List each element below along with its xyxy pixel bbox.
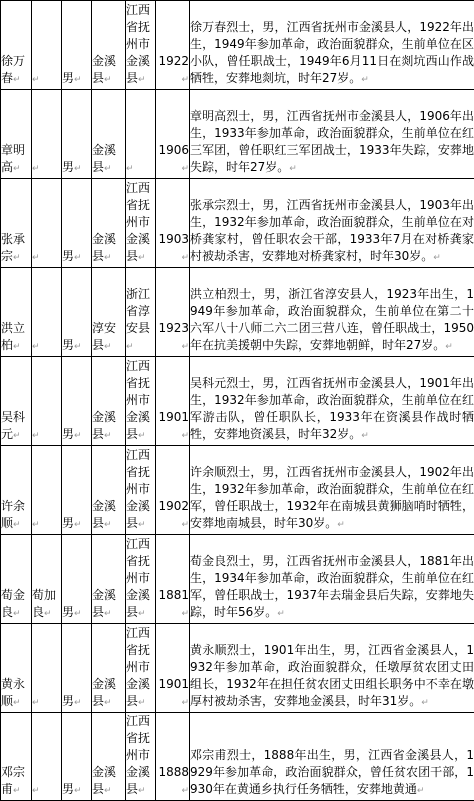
county-cell: 金溪县↵ (92, 446, 126, 535)
gender-cell: 男↵ (62, 624, 92, 713)
gender-text: 男 (62, 782, 74, 796)
birth-year-text: 1922 (158, 54, 189, 68)
county-cell: 金溪县↵ (92, 624, 126, 713)
origin-cell: 江西省抚州市金溪县↵ (126, 624, 156, 713)
alias-cell: ↵ (32, 357, 62, 446)
origin-cell: 江西省抚州市金溪县↵ (126, 535, 156, 624)
birth-year-text: 1881 (158, 588, 189, 602)
name-text: 徐万春 (1, 54, 25, 85)
origin-text: 江西省抚州市金溪县 (126, 626, 150, 708)
birth-year-cell: 1901↵ (156, 357, 190, 446)
table-row (1, 90, 474, 179)
alias-cell: ↵ (32, 446, 62, 535)
birth-year-cell: 1922↵ (156, 1, 190, 90)
gender-text: 男 (62, 605, 74, 619)
name-cell: 黄永顺↵ (1, 624, 32, 713)
alias-text: 荀加良 (32, 588, 56, 619)
county-cell: 金溪县↵ (92, 535, 126, 624)
origin-text: 江西省抚州市金溪县 (126, 714, 150, 796)
description-text: 荀金良烈士，男，江西省抚州市金溪县人，1881年出生，1934年参加革命，政治面貌群众，生前单位在红军，曾任职战士，1937年去瑞金县后失踪，安葬地失踪，时年56岁。 (190, 554, 474, 619)
county-cell: 金溪县↵ (92, 1, 126, 90)
description-cell: 洪立柏烈士，男，浙江省淳安县人，1923年出生，1949年参加革命，政治面貌群众，生前单位在第二十六军八十八师二六二团三营八连，曾任职战士，1950年在抗美援朝中失踪，安葬地朝鲜，时年27岁。↵ (190, 268, 474, 357)
description-text: 邓宗甫烈士，1888年出生，男，江西省金溪县人，1929年参加革命，政治面貌群众，曾任贫农团干部，1930年在黄通乡执行任务牺牲，安葬地黄通 (190, 748, 474, 796)
gender-cell: 男↵ (62, 268, 92, 357)
birth-year-text: 1903 (158, 232, 189, 246)
gender-cell: 男↵ (62, 179, 92, 268)
gender-cell: 男↵ (62, 1, 92, 90)
county-text: 金溪县 (92, 54, 116, 85)
county-cell: 金溪县↵ (92, 713, 126, 801)
gender-cell: 男↵ (62, 90, 92, 179)
description-cell: 许余顺烈士，男，江西省抚州市金溪县人，1902年出生，1932年参加革命，政治面貌群众，生前单位在红军，曾任职战士，1932年在南城县黄狮脑哨时牺牲，安葬地南城县，时年30岁。↵ (190, 446, 474, 535)
name-cell: 张承宗↵ (1, 179, 32, 268)
origin-cell: 浙江省淳安县↵ (126, 268, 156, 357)
birth-year-cell: 1923↵ (156, 268, 190, 357)
origin-cell: 江西省抚州市金溪县↵ (126, 446, 156, 535)
origin-cell: 江西省抚州市金溪县↵ (126, 357, 156, 446)
origin-cell: ↵ (126, 90, 156, 179)
birth-year-text: 1902 (158, 499, 189, 513)
description-cell: 徐万春烈士，男，江西省抚州市金溪县人，1922年出生，1949年参加革命，政治面貌群众，生前单位在区小队，曾任职战士，1949年6月11日在剡坑西山作战牺牲，安葬地剡坑，时年27岁。↵ (190, 1, 474, 90)
origin-text: 江西省抚州市金溪县 (126, 181, 150, 263)
alias-cell: ↵ (32, 624, 62, 713)
birth-year-text: 1901 (158, 677, 189, 691)
gender-text: 男 (62, 249, 74, 263)
description-text: 章明高烈士，男，江西省抚州市金溪县人，1906年出生，1933年参加革命，政治面貌群众，生前单位在红三军团，曾任职红三军团战士，1933年失踪，安葬地失踪，时年27岁。 (190, 109, 474, 174)
origin-cell: 江西省抚州市金溪县↵ (126, 1, 156, 90)
alias-cell: ↵ (32, 713, 62, 801)
alias-cell: ↵ (32, 90, 62, 179)
alias-cell: ↵ (32, 179, 62, 268)
name-text: 吴科元 (1, 410, 25, 441)
description-text: 吴科元烈士，男，江西省抚州市金溪县人，1901年出生，1932年参加革命，政治面貌群众，生前单位在红军游击队，曾任职队长，1933年在资溪县作战时牺牲，安葬地资溪县，时年32岁。 (190, 376, 474, 441)
alias-cell: ↵ (32, 1, 62, 90)
name-cell: 许余顺↵ (1, 446, 32, 535)
county-text: 金溪县 (92, 677, 116, 708)
origin-text: 江西省抚州市金溪县 (126, 359, 150, 441)
county-text: 金溪县 (92, 232, 116, 263)
county-text: 金溪县 (92, 499, 116, 530)
birth-year-text: 1923 (158, 321, 189, 335)
description-text: 张承宗烈士，男，江西省抚州市金溪县人，1903年出生，1932年参加革命，政治面貌群众，生前单位在对桥龚家村，曾任职农会干部，1933年7月在对桥龚家村被劫杀害，安葬地对桥龚家村，时年30岁。 (190, 198, 474, 263)
name-text: 章明高 (1, 143, 25, 174)
name-text: 许余顺 (1, 499, 25, 530)
name-text: 荀金良 (1, 588, 25, 619)
name-cell: 荀金良↵ (1, 535, 32, 624)
name-cell: 章明高↵ (1, 90, 32, 179)
county-text: 淳安县 (92, 321, 116, 352)
birth-year-cell: 1903↵ (156, 179, 190, 268)
description-cell: 吴科元烈士，男，江西省抚州市金溪县人，1901年出生，1932年参加革命，政治面貌群众，生前单位在红军游击队，曾任职队长，1933年在资溪县作战时牺牲，安葬地资溪县，时年32岁。↵ (190, 357, 474, 446)
name-text: 黄永顺 (1, 677, 25, 708)
gender-cell: 男↵ (62, 535, 92, 624)
birth-year-text: 1906 (158, 143, 189, 157)
table-row (1, 624, 474, 713)
county-cell: 金溪县↵ (92, 90, 126, 179)
table-row (1, 357, 474, 446)
gender-text: 男 (62, 338, 74, 352)
description-text: 黄永顺烈士，1901年出生，男，江西省金溪县人，1932年参加革命，政治面貌群众，任墩厚贫农团丈田组长，1932年在担任贫农团丈田组长职务中不幸在墩厚村被劫杀害，安葬地金溪县，时年31岁。 (190, 643, 474, 708)
origin-text: 江西省抚州市金溪县 (126, 537, 150, 619)
birth-year-text: 1901 (158, 410, 189, 424)
birth-year-cell: 1881↵ (156, 535, 190, 624)
description-text: 徐万春烈士，男，江西省抚州市金溪县人，1922年出生，1949年参加革命，政治面貌群众，生前单位在区小队，曾任职战士，1949年6月11日在剡坑西山作战牺牲，安葬地剡坑，时年27岁。 (190, 20, 474, 85)
gender-text: 男 (62, 516, 74, 530)
origin-cell: 江西省抚州市金溪县↵ (126, 713, 156, 801)
name-cell: 洪立柏↵ (1, 268, 32, 357)
name-text: 张承宗 (1, 232, 25, 263)
origin-cell: 江西省抚州市金溪县↵ (126, 179, 156, 268)
table-body (1, 1, 474, 801)
county-cell: 金溪县↵ (92, 357, 126, 446)
table-row (1, 713, 474, 801)
name-text: 邓宗甫 (1, 765, 25, 796)
description-cell: 张承宗烈士，男，江西省抚州市金溪县人，1903年出生，1932年参加革命，政治面貌群众，生前单位在对桥龚家村，曾任职农会干部，1933年7月在对桥龚家村被劫杀害，安葬地对桥龚家村，时年30岁。↵ (190, 179, 474, 268)
gender-text: 男 (62, 427, 74, 441)
table-row (1, 1, 474, 90)
gender-text: 男 (62, 160, 74, 174)
county-text: 金溪县 (92, 588, 116, 619)
birth-year-cell: 1902↵ (156, 446, 190, 535)
table-row (1, 268, 474, 357)
description-cell: 黄永顺烈士，1901年出生，男，江西省金溪县人，1932年参加革命，政治面貌群众，任墩厚贫农团丈田组长，1932年在担任贫农团丈田组长职务中不幸在墩厚村被劫杀害，安葬地金溪县，时年31岁。↵ (190, 624, 474, 713)
gender-text: 男 (62, 694, 74, 708)
county-text: 金溪县 (92, 143, 116, 174)
birth-year-cell: 1901↵ (156, 624, 190, 713)
name-text: 洪立柏 (1, 321, 25, 352)
county-text: 金溪县 (92, 410, 116, 441)
description-cell: 荀金良烈士，男，江西省抚州市金溪县人，1881年出生，1934年参加革命，政治面貌群众，生前单位在红军，曾任职战士，1937年去瑞金县后失踪，安葬地失踪，时年56岁。↵ (190, 535, 474, 624)
county-text: 金溪县 (92, 765, 116, 796)
birth-year-text: 1888 (158, 765, 189, 779)
name-cell: 邓宗甫↵ (1, 713, 32, 801)
alias-cell: 荀加良↵ (32, 535, 62, 624)
table-row (1, 179, 474, 268)
description-cell: 章明高烈士，男，江西省抚州市金溪县人，1906年出生，1933年参加革命，政治面貌群众，生前单位在红三军团，曾任职红三军团战士，1933年失踪，安葬地失踪，时年27岁。↵ (190, 90, 474, 179)
name-cell: 徐万春↵ (1, 1, 32, 90)
origin-text: 江西省抚州市金溪县 (126, 448, 150, 530)
county-cell: 淳安县↵ (92, 268, 126, 357)
name-cell: 吴科元↵ (1, 357, 32, 446)
description-text: 洪立柏烈士，男，浙江省淳安县人，1923年出生，1949年参加革命，政治面貌群众，生前单位在第二十六军八十八师二六二团三营八连，曾任职战士，1950年在抗美援朝中失踪，安葬地朝鲜，时年27岁。 (190, 287, 474, 352)
birth-year-cell: 1906↵ (156, 90, 190, 179)
birth-year-cell: 1888↵ (156, 713, 190, 801)
gender-cell: 男↵ (62, 446, 92, 535)
gender-text: 男 (62, 71, 74, 85)
gender-cell: 男↵ (62, 713, 92, 801)
table-row (1, 535, 474, 624)
table-row (1, 446, 474, 535)
description-text: 许余顺烈士，男，江西省抚州市金溪县人，1902年出生，1932年参加革命，政治面貌群众，生前单位在红军，曾任职战士，1932年在南城县黄狮脑哨时牺牲，安葬地南城县，时年30岁。 (190, 465, 474, 530)
origin-text: 江西省抚州市金溪县 (126, 3, 150, 85)
alias-cell: ↵ (32, 268, 62, 357)
county-cell: 金溪县↵ (92, 179, 126, 268)
description-cell: 邓宗甫烈士，1888年出生，男，江西省金溪县人，1929年参加革命，政治面貌群众，曾任贫农团干部，1930年在黄通乡执行任务牺牲，安葬地黄通↵ (190, 713, 474, 801)
gender-cell: 男↵ (62, 357, 92, 446)
origin-text: 浙江省淳安县 (126, 287, 150, 335)
